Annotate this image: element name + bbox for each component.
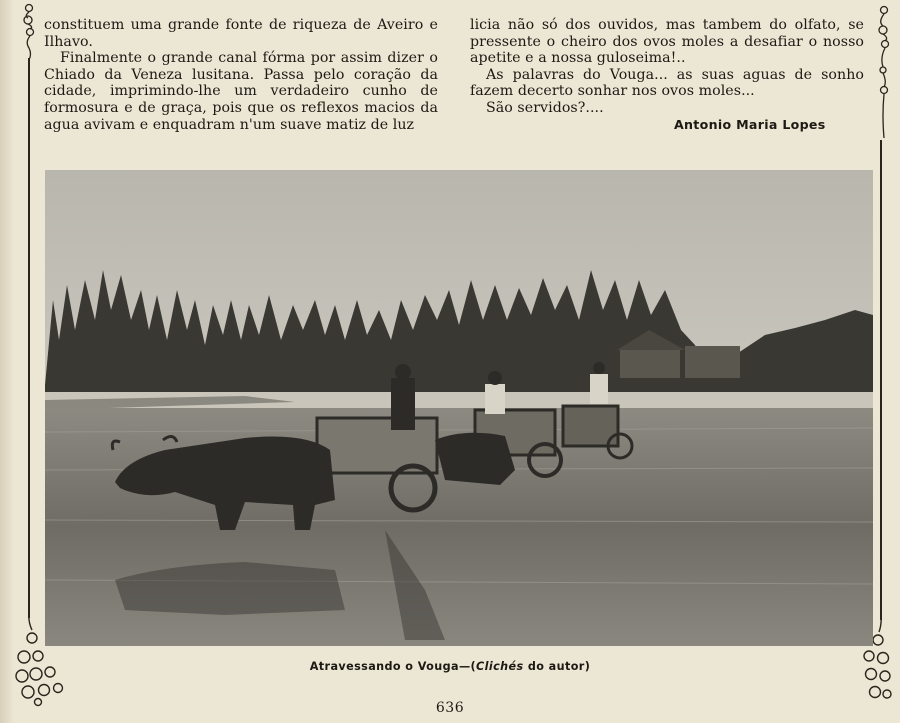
- right-text-column: [470, 17, 864, 117]
- right-paragraph-3: São servidos?....: [486, 99, 604, 116]
- left-paragraph-1: constituem uma grande fonte de riqueza de Aveiro e Ilhavo.: [44, 17, 438, 50]
- left-text-column: [44, 17, 438, 133]
- right-border-rule: [880, 140, 882, 620]
- caption-main-text: Atravessando o Vouga—(: [309, 660, 477, 673]
- right-paragraph-1: licia não só dos ouvidos, mas tambem do olfato, se pressente o cheiro dos ovos moles a desafiar o nosso apetite e a nossa guloseima!..: [470, 17, 864, 67]
- caption-italic-text: Clichés: [476, 660, 524, 673]
- floral-ornament-top-left: [18, 0, 40, 62]
- caption-rest-text: do autor): [523, 660, 591, 673]
- photo-caption: [0, 660, 900, 673]
- left-border-rule: [28, 58, 30, 618]
- left-paragraph-2: Finalmente o grande canal fórma por assim dizer o Chiado da Veneza lusitana. Passa pelo coração da cidade, imprimindo-lhe um verdadeiro cunho de formosura e de graça, pois que os reflexos macios da agua avivam e enquadram n'um suave matiz de luz: [44, 50, 438, 133]
- photograph-ox-carts-crossing-river: [45, 170, 873, 646]
- right-paragraph-2: As palavras do Vouga... as suas aguas de sonho fazem decerto sonhar nos ovos moles...: [470, 66, 864, 100]
- floral-ornament-top-right: [872, 0, 896, 140]
- author-signature: Antonio Maria Lopes: [674, 117, 826, 132]
- page-number: 636: [435, 700, 465, 716]
